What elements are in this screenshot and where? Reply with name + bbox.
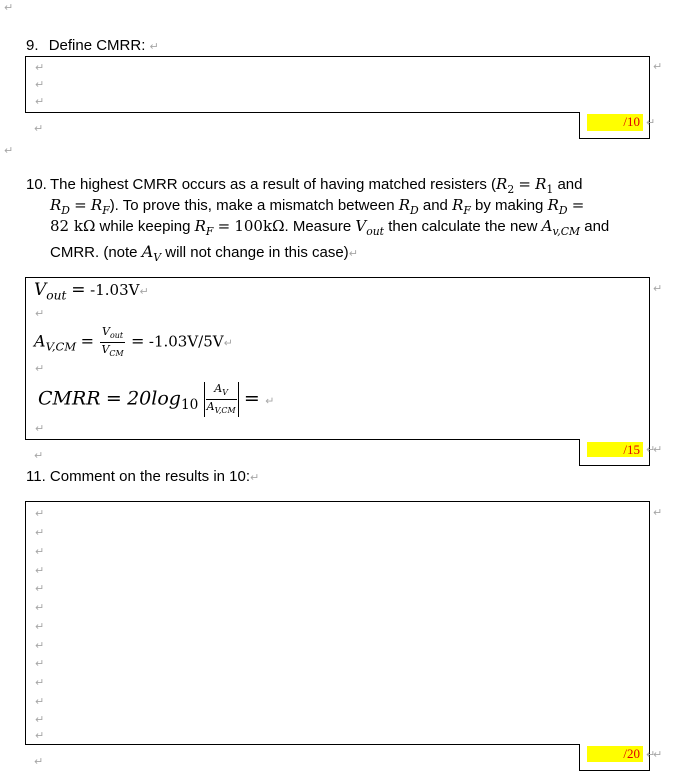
question-10-number: 10. xyxy=(26,176,47,193)
math-sub: out xyxy=(366,224,385,238)
math-op: = xyxy=(71,280,86,300)
math-var: R xyxy=(90,196,103,214)
question-text: Comment on the results in 10: xyxy=(49,468,251,485)
math-sub: D xyxy=(558,203,568,217)
paragraph-mark: ↵ xyxy=(250,471,260,484)
paragraph-mark: ↵ xyxy=(35,729,45,742)
paragraph-mark: ↵ xyxy=(223,336,233,350)
math-value: 82 kΩ xyxy=(50,217,96,235)
math-var: A xyxy=(206,399,215,413)
math-var: A xyxy=(214,382,223,395)
math-sub: CM xyxy=(109,348,124,358)
math-sub: V,CM xyxy=(214,405,236,415)
math-op: = xyxy=(243,387,260,410)
math-sub: v,CM xyxy=(552,224,581,238)
vout-value: -1.03V xyxy=(90,281,140,299)
math-sub: out xyxy=(46,288,67,303)
text-run: and xyxy=(553,176,583,193)
answer-box-q9[interactable] xyxy=(25,56,650,113)
paragraph-mark: ↵ xyxy=(35,601,45,614)
paragraph-mark: ↵ xyxy=(4,1,14,14)
question-11-heading xyxy=(26,468,259,485)
paragraph-mark: ↵ xyxy=(34,449,44,462)
math-sub: 2 xyxy=(507,182,515,196)
math-var: A xyxy=(541,217,553,235)
math-var: V xyxy=(355,217,367,235)
paragraph-mark: ↵ xyxy=(35,78,45,91)
text-run: ). To prove this, make a mismatch between xyxy=(109,197,395,214)
question-number: 11. xyxy=(26,468,46,485)
cell-end-mark: ↵ xyxy=(646,443,656,456)
paragraph-mark: ↵ xyxy=(149,40,159,53)
paragraph-mark: ↵ xyxy=(35,545,45,558)
cell-end-mark: ↵ xyxy=(653,60,663,73)
text-run: then calculate the new xyxy=(388,218,538,235)
question-10-line-4 xyxy=(50,241,358,268)
cmrr-line xyxy=(38,382,274,417)
math-sub: 1 xyxy=(546,182,554,196)
math-var: R xyxy=(50,196,62,214)
paragraph-mark: ↵ xyxy=(139,285,149,298)
paragraph-mark: ↵ xyxy=(35,713,45,726)
math-var: A xyxy=(141,242,154,261)
av-line xyxy=(34,325,233,360)
paragraph-mark: ↵ xyxy=(35,61,45,74)
question-number: 9. xyxy=(26,37,39,54)
math-func: 20log xyxy=(127,387,181,410)
paragraph-mark: ↵ xyxy=(35,362,45,375)
paragraph-mark: ↵ xyxy=(35,307,45,320)
paragraph-mark: ↵ xyxy=(348,247,358,260)
paragraph-mark: ↵ xyxy=(35,657,45,670)
question-text: Define CMRR: xyxy=(48,37,146,54)
math-value: 100kΩ xyxy=(234,217,285,235)
math-sub: V,CM xyxy=(45,339,77,354)
av-value: -1.03V/5V xyxy=(148,332,224,351)
math-var: R xyxy=(496,175,508,193)
math-var: R xyxy=(398,196,411,214)
question-9-heading xyxy=(26,37,159,54)
text-run: and xyxy=(422,197,448,214)
paragraph-mark: ↵ xyxy=(35,422,45,435)
math-op: = xyxy=(74,196,87,214)
math-sub: out xyxy=(109,330,123,340)
math-var: R xyxy=(535,175,547,193)
math-sub: F xyxy=(463,203,471,217)
score-q9: /10 xyxy=(587,114,643,131)
paragraph-mark: ↵ xyxy=(35,620,45,633)
paragraph-mark: ↵ xyxy=(265,394,275,408)
paragraph-mark: ↵ xyxy=(34,122,44,135)
score-q10: /15 xyxy=(587,442,643,457)
cell-end-mark: ↵ xyxy=(653,506,663,519)
math-op: = xyxy=(571,196,585,214)
fraction xyxy=(100,325,124,360)
paragraph-mark: ↵ xyxy=(35,639,45,652)
math-sub: F xyxy=(205,224,214,238)
math-sub: D xyxy=(410,203,419,217)
fraction xyxy=(206,382,237,417)
text-run: by making xyxy=(475,197,544,214)
paragraph-mark: ↵ xyxy=(34,755,44,768)
text-run: CMRR. (note xyxy=(50,244,138,261)
paragraph-mark: ↵ xyxy=(4,144,14,157)
math-op: = xyxy=(131,331,145,351)
cell-end-mark: ↵ xyxy=(653,748,663,761)
cell-end-mark: ↵ xyxy=(653,282,663,295)
math-sub: V xyxy=(222,387,228,397)
paragraph-mark: ↵ xyxy=(35,676,45,689)
paragraph-mark: ↵ xyxy=(35,95,45,108)
paragraph-mark: ↵ xyxy=(35,507,45,520)
cell-end-mark: ↵ xyxy=(646,748,656,761)
math-sub: F xyxy=(102,203,110,217)
text-run: will not change in this case) xyxy=(165,244,349,261)
text-run: The highest CMRR occurs as a result of having matched resisters ( xyxy=(50,176,497,193)
math-op: = xyxy=(105,387,122,410)
absolute-value xyxy=(204,382,239,417)
answer-box-q10[interactable] xyxy=(25,277,650,440)
text-run: while keeping xyxy=(95,218,191,235)
paragraph-mark: ↵ xyxy=(35,695,45,708)
text-run: . Measure xyxy=(284,218,352,235)
math-op: = xyxy=(518,175,531,193)
math-sub: 10 xyxy=(180,397,199,414)
text-run: and xyxy=(584,218,610,235)
paragraph-mark: ↵ xyxy=(35,526,45,539)
math-var: CMRR xyxy=(38,387,101,410)
score-q11: /20 xyxy=(587,746,643,762)
math-op: = xyxy=(217,217,231,235)
math-sub: D xyxy=(61,203,70,217)
math-var: A xyxy=(34,331,46,351)
paragraph-mark: ↵ xyxy=(35,582,45,595)
math-var: R xyxy=(194,217,206,235)
math-var: V xyxy=(34,280,47,300)
math-var: R xyxy=(452,196,464,214)
vout-line xyxy=(34,280,149,302)
math-op: = xyxy=(80,331,94,351)
paragraph-mark: ↵ xyxy=(35,564,45,577)
question-10-line-3 xyxy=(50,216,609,242)
cell-end-mark: ↵ xyxy=(653,443,663,456)
math-var: V xyxy=(101,342,110,356)
answer-box-q11[interactable] xyxy=(25,501,650,745)
cell-end-mark: ↵ xyxy=(646,116,656,129)
math-var: R xyxy=(547,196,559,214)
math-var: V xyxy=(102,325,110,338)
math-sub: V xyxy=(153,250,162,264)
